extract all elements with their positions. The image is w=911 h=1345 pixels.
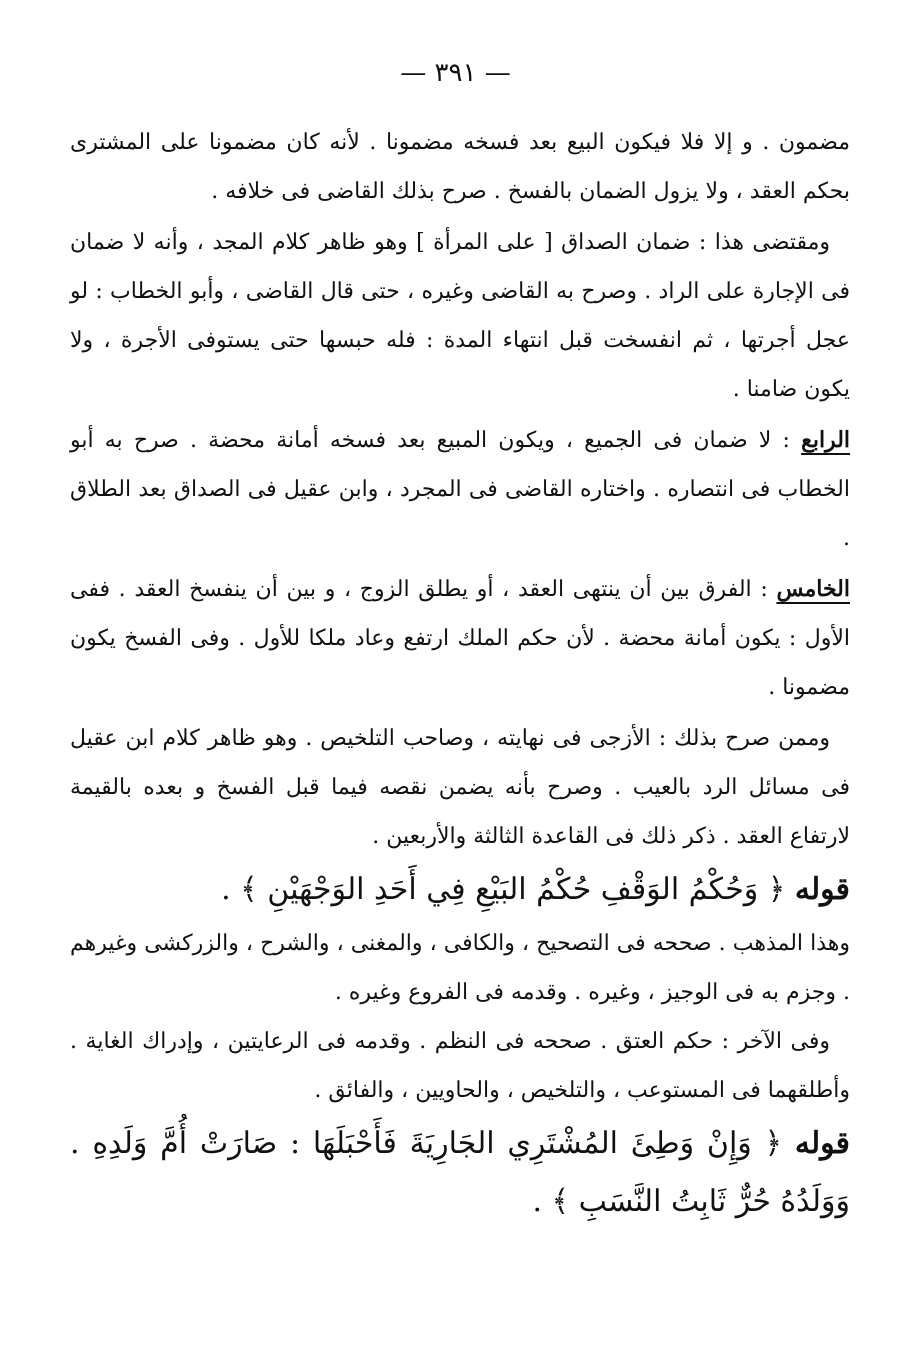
quoted-matn: ﴿ وَحُكْمُ الوَقْفِ حُكْمُ البَيْعِ فِي أَحَدِ الوَجْهَيْنِ ﴾ . — [221, 872, 786, 907]
paragraph-7 — [70, 1017, 850, 1115]
section-keyword: الخامس — [776, 576, 850, 602]
paragraph-text: وممن صرح بذلك : الأزجى فى نهايته ، وصاحب التلخيص . وهو ظاهر كلام ابن عقيل فى مسائل الرد بالعيب . وصرح بأنه يضمن نقصه فيما قبل الفسخ و بعده بالقيمة لارتفاع العقد . ذكر ذلك فى القاعدة الثالثة والأربعين . — [70, 726, 850, 849]
paragraph-6 — [70, 919, 850, 1017]
paragraph-text: : الفرق بين أن ينتهى العقد ، أو يطلق الزوج ، و بين أن ينفسخ العقد . ففى الأول : يكون أمانة محضة . لأن حكم الملك ارتفع وعاد ملكا للأول . وفى الفسخ يكون مضمونا . — [70, 577, 850, 700]
quoted-text-1 — [70, 861, 850, 919]
paragraph-4th-view — [70, 416, 850, 563]
quoted-text-2 — [70, 1115, 850, 1231]
paragraph-5 — [70, 714, 850, 861]
paragraph-text: وهذا المذهب . صححه فى التصحيح ، والكافى ، والمغنى ، والشرح ، والزركشى وغيرهم . وجزم به فى الوجيز ، وغيره . وقدمه فى الفروع وغيره . — [70, 931, 850, 1005]
qawl-label: قوله — [794, 872, 850, 907]
paragraph-5th-view — [70, 565, 850, 712]
paragraph-text: مضمون . و إلا فلا فيكون البيع بعد فسخه مضمونا . لأنه كان مضمونا على المشترى بحكم العقد ، ولا يزول الضمان بالفسخ . صرح بذلك القاضى فى خلافه . — [70, 130, 850, 204]
paragraph-2 — [70, 218, 850, 414]
paragraph-1 — [70, 118, 850, 216]
page-number: — ٣٩١ — — [400, 58, 511, 88]
quoted-matn: ﴿ وَإِنْ وَطِئَ المُشْتَرِي الجَارِيَةَ فَأَحْبَلَهَا : صَارَتْ أُمَّ وَلَدِهِ . وَوَلَدُهُ حُرٌّ ثَابِتُ النَّسَبِ ﴾ . — [70, 1126, 850, 1219]
paragraph-text: وفى الآخر : حكم العتق . صححه فى النظم . وقدمه فى الرعايتين ، وإدراك الغاية . وأطلقهما فى المستوعب ، والتلخيص ، والحاويين ، والفائق . — [70, 1029, 850, 1103]
paragraph-text: : لا ضمان فى الجميع ، ويكون المبيع بعد فسخه أمانة محضة . صرح به أبو الخطاب فى انتصاره . واختاره القاضى فى المجرد ، وابن عقيل فى الصداق بعد الطلاق . — [70, 428, 850, 551]
page-body — [70, 118, 850, 1231]
section-keyword: الرابع — [801, 427, 851, 453]
qawl-label: قوله — [794, 1126, 850, 1161]
paragraph-text: ومقتضى هذا : ضمان الصداق [ على المرأة ] وهو ظاهر كلام المجد ، وأنه لا ضمان فى الإجارة على الراد . وصرح به القاضى وغيره ، حتى قال القاضى ، وأبو الخطاب : لو عجل أجرتها ، ثم انفسخت قبل انتهاء المدة : فله حبسها حتى يستوفى الأجرة ، ولا يكون ضامنا . — [70, 230, 850, 402]
